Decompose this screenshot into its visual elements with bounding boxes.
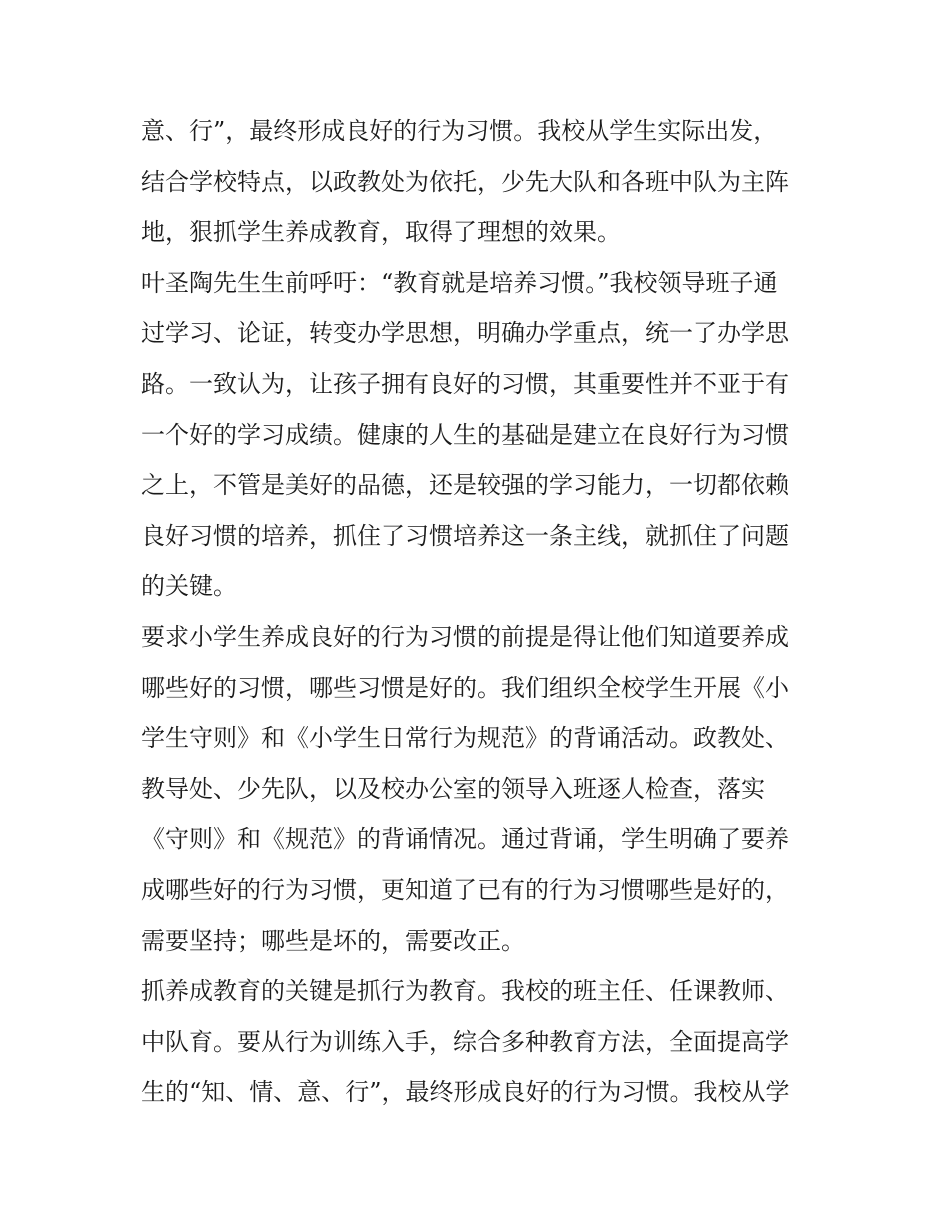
- text-line: 《守则》和《规范》的背诵情况。通过背诵，学生明确了要养: [141, 825, 789, 854]
- text-line: 抓养成教育的关键是抓行为教育。我校的班主任、任课教师、: [141, 977, 789, 1006]
- text-line: 结合学校特点，以政教处为依托，少先大队和各班中队为主阵: [141, 167, 789, 196]
- text-line: 成哪些好的行为习惯，更知道了已有的行为习惯哪些是好的，: [141, 875, 789, 904]
- text-line: 生的“知、情、意、行”，最终形成良好的行为习惯。我校从学: [141, 1078, 790, 1107]
- text-line: 路。一致认为，让孩子拥有良好的习惯，其重要性并不亚于有: [141, 369, 789, 398]
- text-line: 之上，不管是美好的品德，还是较强的学习能力，一切都依赖: [141, 471, 789, 500]
- text-line: 要求小学生养成良好的行为习惯的前提是得让他们知道要养成: [141, 622, 789, 651]
- document-body: [141, 106, 813, 1118]
- text-line: 的关键。: [141, 572, 237, 601]
- text-line: 叶圣陶先生生前呼吁：“教育就是培养习惯。”我校领导班子通: [141, 268, 778, 297]
- text-line: 地，狠抓学生养成教育，取得了理想的效果。: [141, 218, 621, 247]
- text-line: 教导处、少先队，以及校办公室的领导入班逐人检查，落实: [141, 774, 765, 803]
- text-line: 需要坚持；哪些是坏的，需要改正。: [141, 926, 525, 955]
- text-line: 一个好的学习成绩。健康的人生的基础是建立在良好行为习惯: [141, 420, 789, 449]
- text-line: 过学习、论证，转变办学思想，明确办学重点，统一了办学思: [141, 319, 789, 348]
- text-line: 中队育。要从行为训练入手，综合多种教育方法，全面提高学: [141, 1027, 789, 1056]
- text-line: 哪些好的习惯，哪些习惯是好的。我们组织全校学生开展《小: [141, 673, 789, 702]
- text-line: 良好习惯的培养，抓住了习惯培养这一条主线，就抓住了问题: [141, 521, 789, 550]
- text-line: 意、行”，最终形成良好的行为习惯。我校从学生实际出发，: [141, 117, 778, 145]
- text-line: 学生守则》和《小学生日常行为规范》的背诵活动。政教处、: [141, 724, 789, 753]
